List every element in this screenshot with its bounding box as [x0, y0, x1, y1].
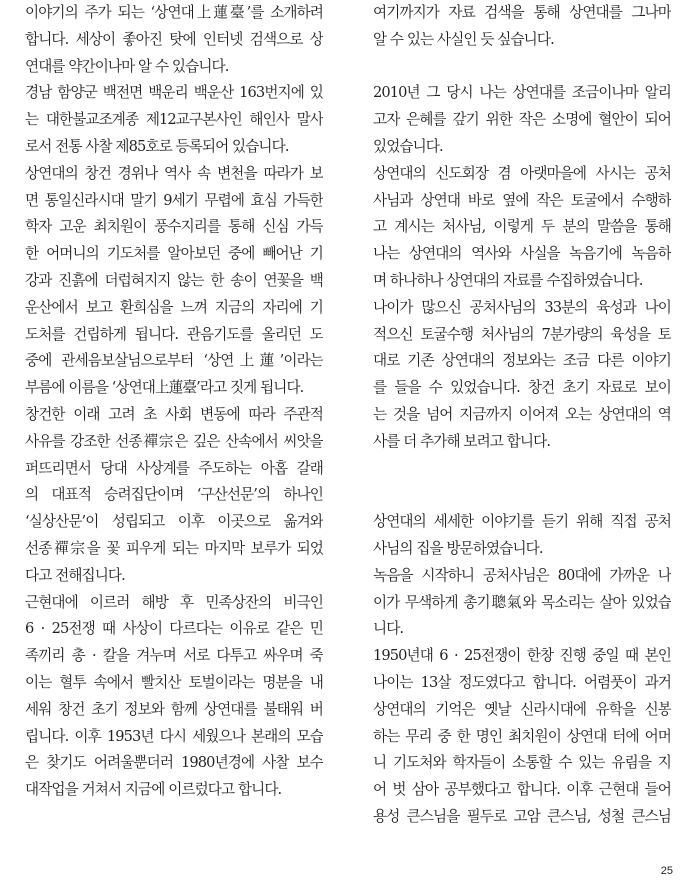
- text-line: 퍼뜨리면서 당대 사상계를 주도하는 아홉 갈래: [25, 459, 323, 477]
- text-line: 사님의 집을 방문하였습니다.: [373, 539, 543, 557]
- text-line: 중에 관세음보살님으로부터 ‘상연上蓮’이라는: [25, 352, 323, 370]
- text-line: 합니다. 세상이 좋아진 탓에 인터넷 검색으로 상: [25, 30, 323, 48]
- text-line: 선종禪宗을 꽃 피우게 되는 마지막 보루가 되었: [25, 539, 323, 557]
- text-line: 알 수 있는 사실인 듯 싶습니다.: [373, 30, 554, 48]
- blank-line: [373, 482, 671, 509]
- text-line: 녹음을 시작하니 공처사님은 80대에 가까운 나: [373, 566, 671, 584]
- text-line: 은 찾기도 어려울뿐더러 1980년경에 사찰 보수: [25, 754, 323, 772]
- text-line: 대작업을 거쳐서 지금에 이르렀다고 합니다.: [25, 781, 282, 799]
- text-line: 여기까지가 자료 검색을 통해 상연대를 그나마: [373, 4, 671, 21]
- text-line: 대로 기존 상연대의 정보와는 조금 다른 이야기: [373, 352, 671, 370]
- text-line: 창건한 이래 고려 초 사회 변동에 따라 주관적: [25, 405, 323, 423]
- text-line: 한 어머니의 기도처를 알아보던 중에 빼어난 기: [25, 245, 323, 263]
- text-line: 니 기도처와 학자들이 소통할 수 있는 유림을 지: [373, 754, 671, 772]
- text-line: 학자 고운 최치원이 풍수지리를 통해 신심 가득: [25, 218, 323, 236]
- text-line: 며 하나하나 상연대의 자료를 수집하였습니다.: [373, 271, 643, 289]
- text-line: 나이가 많으신 공처사님의 33분의 육성과 나이: [373, 298, 671, 316]
- text-line: 상연대의 창건 경위나 역사 속 변천을 따라가 보: [25, 164, 323, 182]
- text-line: 이가 무색하게 총기聰氣와 목소리는 살아 있었습: [373, 593, 671, 611]
- text-line: 6 · 25전쟁 때 사상이 다르다는 이유로 같은 민: [25, 620, 323, 638]
- text-line: 부름에 이름을 ‘상연대上蓮臺’라고 짓게 됩니다.: [25, 379, 304, 397]
- text-line: 니다.: [373, 620, 404, 638]
- text-line: 나는 상연대의 역사와 사실을 녹음기에 녹음하: [373, 245, 671, 263]
- text-line: ‘실상산문’이 성립되고 이후 이곳으로 옮겨와: [25, 513, 323, 531]
- text-line: 1950년대 6 · 25전쟁이 한창 진행 중일 때 본인: [373, 647, 671, 665]
- text-line: 립니다. 이후 1953년 다시 세웠으나 본래의 모습: [25, 727, 323, 745]
- text-line: 2010년 그 당시 나는 상연대를 조금이나마 알리: [373, 84, 671, 102]
- text-line: 상연대의 세세한 이야기를 듣기 위해 직접 공처: [373, 513, 671, 531]
- text-line: 상연대의 신도회장 겸 아랫마을에 사시는 공처: [373, 164, 671, 182]
- text-line: 나이는 13살 정도였다고 합니다. 어렴풋이 과거: [373, 673, 671, 691]
- page-number: 25: [660, 865, 673, 877]
- text-line: 면 통일신라시대 말기 9세기 무렵에 효심 가득한: [25, 191, 323, 209]
- text-line: 용성 큰스님을 필두로 고암 큰스님, 성철 큰스님: [373, 807, 671, 825]
- text-line: 의 대표적 승려집단이며 ‘구산선문’의 하나인: [25, 486, 323, 504]
- text-line: 경남 함양군 백전면 백운리 백운산 163번지에 있: [25, 84, 323, 102]
- left-column: [25, 0, 323, 804]
- text-line: 연대를 약간이나마 알 수 있습니다.: [25, 57, 229, 75]
- text-line: 하는 무리 중 한 명인 최치원이 상연대 터에 어머: [373, 727, 671, 745]
- text-line: 사유를 강조한 선종禪宗은 깊은 산속에서 씨앗을: [25, 432, 323, 450]
- text-line: 적으신 토굴수행 처사님의 7분가량의 육성을 토: [373, 325, 671, 343]
- text-line: 상연대의 기억은 옛날 신라시대에 유학을 신봉: [373, 700, 671, 718]
- text-line: 세워 창건 초기 정보와 함께 상연대를 불태워 버: [25, 700, 323, 718]
- text-line: 이는 혈투 속에서 빨치산 토벌이라는 명분을 내: [25, 673, 323, 691]
- text-line: 로서 전통 사찰 제85호로 등록되어 있습니다.: [25, 137, 289, 155]
- text-line: 이야기의 주가 되는 ‘상연대上蓮臺’를 소개하려: [25, 4, 323, 21]
- blank-line: [373, 456, 671, 483]
- text-line: 다고 전해집니다.: [25, 566, 125, 584]
- text-line: 강과 진흙에 더럽혀지지 않는 한 송이 연꽃을 백: [25, 271, 323, 289]
- text-line: 족끼리 총 · 칼을 겨누며 서로 다투고 싸우며 죽: [25, 647, 323, 665]
- text-line: 근현대에 이르러 해방 후 민족상잔의 비극인: [25, 593, 323, 611]
- text-line: 어 벗 삼아 공부했다고 합니다. 이후 근현대 들어: [373, 781, 671, 799]
- text-line: 고자 은혜를 갚기 위한 작은 소명에 혈안이 되어: [373, 111, 671, 129]
- text-line: 운산에서 보고 환희심을 느껴 지금의 자리에 기: [25, 298, 323, 316]
- text-line: 있었습니다.: [373, 137, 443, 155]
- text-line: 고 계시는 처사님, 이렇게 두 분의 말씀을 통해: [373, 218, 671, 236]
- text-line: 도처를 건립하게 됩니다. 관음기도를 올리던 도: [25, 325, 323, 343]
- blank-line: [373, 54, 671, 81]
- text-line: 를 들을 수 있었습니다. 창건 초기 자료로 보이: [373, 379, 671, 397]
- right-column: [373, 0, 671, 831]
- text-line: 사를 더 추가해 보려고 합니다.: [373, 432, 551, 450]
- text-line: 는 것을 넘어 지금까지 이어져 오는 상연대의 역: [373, 405, 671, 423]
- text-line: 는 대한불교조계종 제12교구본사인 해인사 말사: [25, 111, 323, 129]
- text-line: 사님과 상연대 바로 옆에 작은 토굴에서 수행하: [373, 191, 671, 209]
